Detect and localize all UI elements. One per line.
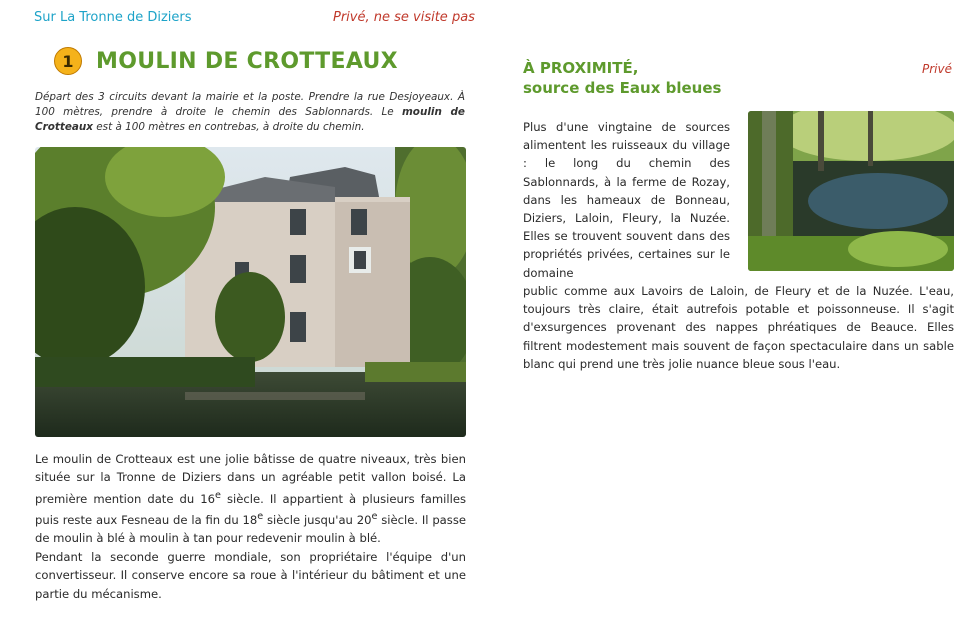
intro-part2: est à 100 mètres en contrebas, à droite du chemin.: [92, 121, 365, 133]
superscript: e: [371, 511, 378, 523]
directions-text: [35, 90, 465, 135]
springs-text-wrapped: Plus d'une vingtaine de sources alimentent les ruisseaux du village : le long du chemin des Sablonnards, à la ferme de Rozay, dans les hameaux de Bonneau, Diziers, Laloin, Fleury, la Nuzée. Elles se trouvent souvent dans des propriétés privées, certaines sur le domaine: [523, 120, 730, 280]
visit-status: Privé, ne se visite pas: [333, 10, 475, 25]
nearby-heading: [523, 58, 721, 98]
body-p1-c: siècle jusqu'au 20: [263, 512, 372, 527]
intro-bold: moulin de Crotteaux: [35, 106, 465, 133]
superscript: e: [257, 511, 264, 523]
page-title: MOULIN DE CROTTEAUX: [96, 48, 398, 74]
spring-photo: [748, 111, 954, 271]
body-p1-b: siècle. Il appartient à plusieurs familles puis reste aux Fesneau de la fin du 18: [35, 491, 466, 527]
number-badge: 1: [54, 47, 82, 75]
body-p1-d: siècle. Il passe de moulin à blé à moulin à tan pour redevenir moulin à blé.: [35, 512, 466, 546]
mill-paragraph-2: Pendant la seconde guerre mondiale, son propriétaire l'équipe d'un convertisseur. Il conserve encore sa roue à l'intérieur du bâtiment et une partie du mécanisme.: [35, 549, 466, 601]
title-row: [54, 47, 398, 75]
superscript: e: [215, 489, 221, 501]
section-header: Sur La Tronne de Diziers: [34, 10, 192, 25]
springs-text-full: public comme aux Lavoirs de Laloin, de Fleury et de la Nuzée. L'eau, toujours très claire, était autrefois potable et poissonneuse. Il s'agit d'exsurgences provenant des nappes phréatiques de Beauce. Elles filtrent modestement mais souvent de façon spectaculaire dans un sable blanc qui prend une très jolie nuance bleue sous l'eau.: [523, 284, 954, 371]
intro-part1: Départ des 3 circuits devant la mairie et la poste. Prendre la rue Desjoyeaux. À 100 mètres, prendre à droite le chemin des Sablonnards. Le: [35, 91, 465, 118]
nearby-title-line2: source des Eaux bleues: [523, 79, 722, 97]
nearby-title-line1: À PROXIMITÉ,: [523, 59, 639, 77]
mill-photo: [35, 147, 466, 437]
body-p1-a: Le moulin de Crotteaux est une jolie bâtisse de quatre niveaux, très bien située sur la Tronne de Diziers dans un agréable petit vallon boisé. La première mention date du 16: [35, 452, 466, 506]
nearby-status: Privé: [922, 62, 952, 76]
mill-description: [35, 450, 466, 603]
mill-paragraph-1: [35, 450, 466, 548]
